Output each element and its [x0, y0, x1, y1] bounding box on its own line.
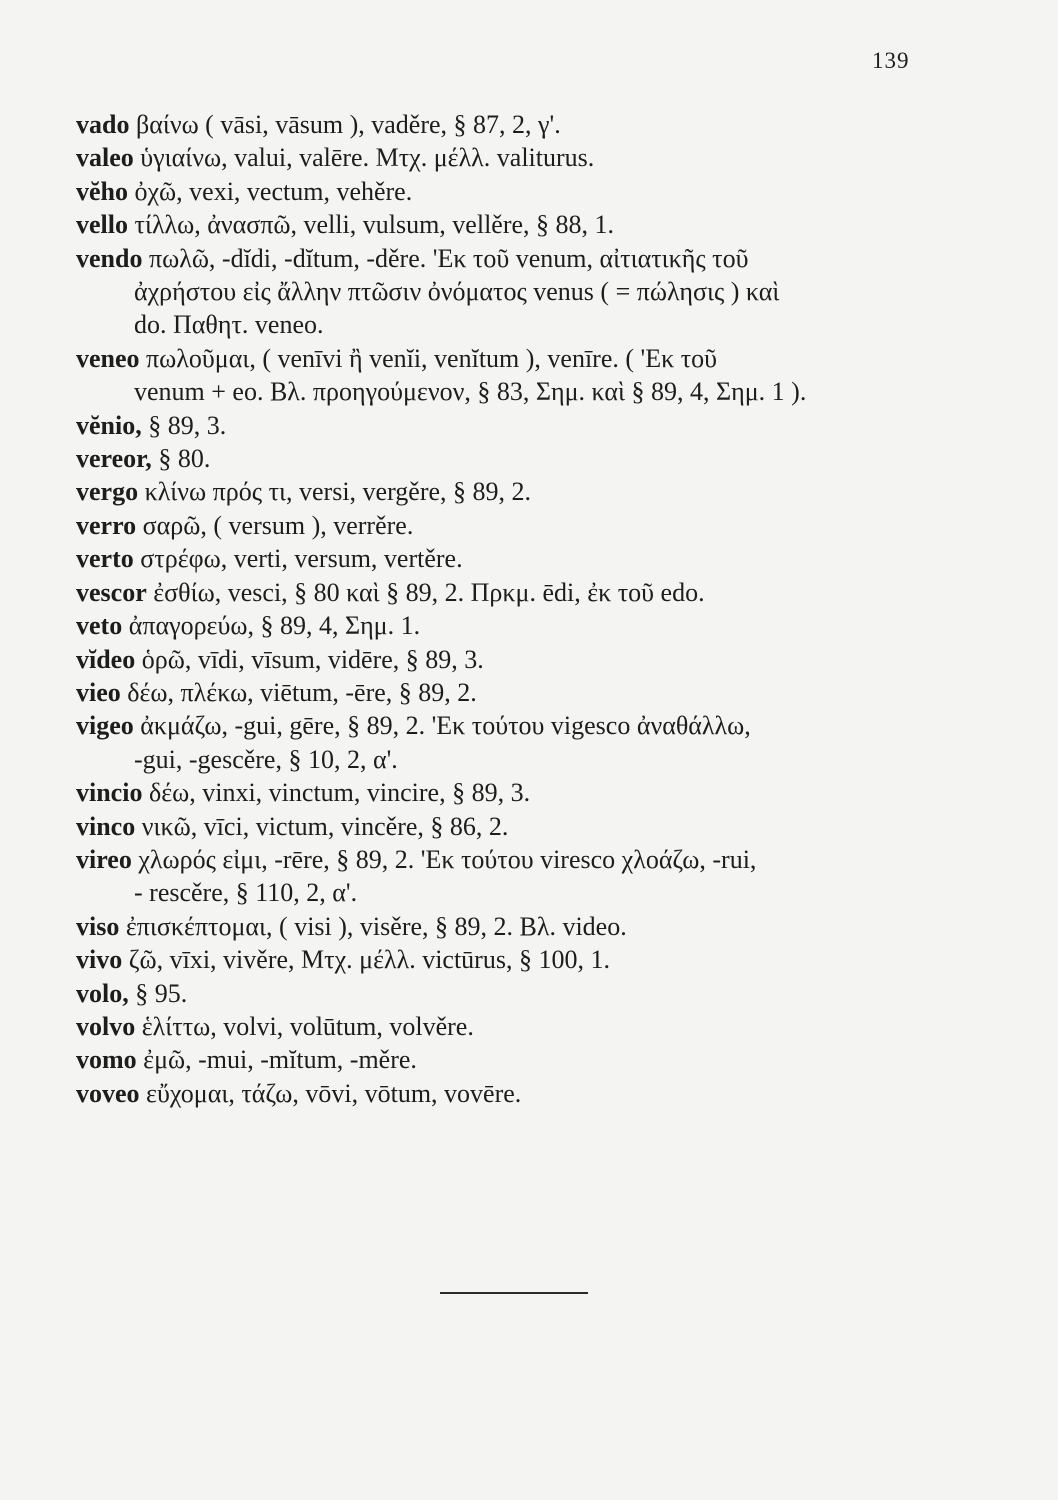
entry-headword: vĕnio,: [76, 410, 142, 440]
entry-text: δέω, πλέκω, viētum, -ēre, § 89, 2.: [127, 677, 477, 707]
entry-text: - rescěre, § 110, 2, α'.: [134, 878, 358, 908]
dictionary-entry: [76, 943, 936, 976]
end-rule: [440, 1292, 588, 1294]
dictionary-entry: [76, 1077, 936, 1110]
entry-headword: volo,: [76, 978, 129, 1008]
dictionary-entry: [76, 709, 936, 742]
dictionary-entry-continuation: [76, 275, 936, 308]
entry-text: § 95.: [135, 978, 188, 1008]
dictionary-entry-continuation: [76, 876, 936, 909]
entry-headword: viso: [76, 911, 120, 941]
entry-headword: vescor: [76, 577, 147, 607]
dictionary-entry: [76, 542, 936, 575]
entry-text: ζῶ, vīxi, vivěre, Μτχ. μέλλ. victūrus, § 100, 1.: [128, 945, 610, 975]
dictionary-entry: [76, 977, 936, 1010]
entry-headword: vado: [76, 110, 130, 139]
dictionary-entry: [76, 776, 936, 809]
entry-headword: vivo: [76, 945, 123, 975]
entry-headword: vincio: [76, 778, 143, 808]
entry-text: ἐσθίω, vesci, § 80 καὶ § 89, 2. Πρκμ. ēdi, ἐκ τοῦ edo.: [153, 577, 705, 607]
entry-text: τίλλω, ἀνασπῶ, velli, vulsum, vellěre, § 88, 1.: [134, 210, 615, 240]
entry-text: ἀπαγορεύω, § 89, 4, Σημ. 1.: [128, 611, 421, 641]
entry-headword: verro: [76, 510, 137, 540]
entry-headword: vigeo: [76, 711, 134, 741]
entry-text: χλωρός εἰμι, -rēre, § 89, 2. 'Εκ τούτου viresco χλοάζω, -rui,: [138, 844, 757, 874]
entry-headword: vomo: [76, 1045, 137, 1075]
dictionary-entry: [76, 509, 936, 542]
dictionary-entry: [76, 242, 936, 275]
dictionary-entry: [76, 409, 936, 442]
entry-text: νικῶ, vīci, victum, vincěre, § 86, 2.: [141, 811, 509, 841]
entry-headword: vello: [76, 210, 128, 240]
entry-text: ὑγιαίνω, valui, valēre. Μτχ. μέλλ. valiturus.: [140, 143, 595, 173]
entry-headword: vireo: [76, 844, 132, 874]
entry-text: venum + eo. Βλ. προηγούμενον, § 83, Σημ. καὶ § 89, 4, Σημ. 1 ).: [134, 377, 807, 407]
entry-text: δέω, vinxi, vinctum, vincire, § 89, 3.: [148, 778, 531, 808]
dictionary-entry: [76, 676, 936, 709]
entry-headword: veto: [76, 611, 123, 641]
entry-text: ἑλίττω, volvi, volūtum, volvěre.: [141, 1011, 474, 1041]
dictionary-entry: [76, 442, 936, 475]
entry-headword: vinco: [76, 811, 136, 841]
dictionary-entry: [76, 141, 936, 174]
dictionary-entry-continuation: [76, 375, 936, 408]
dictionary-entry: [76, 1010, 936, 1043]
entry-headword: valeo: [76, 143, 134, 173]
entry-text: ὁρῶ, vīdi, vīsum, vidēre, § 89, 3.: [141, 644, 484, 674]
entry-headword: vĭdeo: [76, 644, 136, 674]
entry-text: κλίνω πρός τι, versi, vergěre, § 89, 2.: [144, 477, 532, 507]
entry-text: εὔχομαι, τάζω, vōvi, vōtum, vovēre.: [146, 1078, 522, 1108]
entry-headword: vieo: [76, 677, 121, 707]
entry-headword: vĕho: [76, 176, 128, 206]
dictionary-entry: [76, 1043, 936, 1076]
entry-text: ἐμῶ, -mui, -mĭtum, -měre.: [143, 1045, 417, 1075]
entry-text: πωλῶ, -dĭdi, -dĭtum, -děre. 'Εκ τοῦ venum, αἰτιατικῆς τοῦ: [148, 243, 749, 273]
entry-text: § 80.: [158, 444, 211, 474]
entry-headword: vereor,: [76, 444, 152, 474]
dictionary-entry: [76, 342, 936, 375]
dictionary-entry: [76, 475, 936, 508]
entry-headword: voveo: [76, 1078, 140, 1108]
dictionary-entries: [76, 108, 936, 1110]
entry-text: ἀχρήστου εἰς ἄλλην πτῶσιν ὀνόματος venus ( = πώλησις ) καὶ: [134, 277, 780, 307]
entry-text: ἀκμάζω, -gui, gēre, § 89, 2. 'Εκ τούτου vigesco ἀναθάλλω,: [140, 711, 751, 741]
entry-headword: verto: [76, 544, 134, 574]
entry-text: ἐπισκέπτομαι, ( visi ), visěre, § 89, 2. Βλ. video.: [125, 911, 627, 941]
entry-text: -gui, -gescěre, § 10, 2, α'.: [134, 744, 398, 774]
dictionary-entry-continuation: [76, 743, 936, 776]
entry-text: § 89, 3.: [148, 410, 227, 440]
dictionary-entry: [76, 810, 936, 843]
entry-headword: volvo: [76, 1011, 136, 1041]
entry-text: ὀχῶ, vexi, vectum, vehěre.: [134, 176, 413, 206]
dictionary-entry: [76, 643, 936, 676]
entry-headword: vendo: [76, 243, 143, 273]
entry-text: στρέφω, verti, versum, vertěre.: [140, 544, 463, 574]
page-number: 139: [872, 48, 910, 73]
dictionary-entry: [76, 108, 936, 141]
dictionary-entry: [76, 175, 936, 208]
entry-headword: veneo: [76, 343, 140, 373]
dictionary-entry: [76, 910, 936, 943]
dictionary-entry: [76, 609, 936, 642]
entry-headword: vergo: [76, 477, 139, 507]
entry-text: πωλοῦμαι, ( venīvi ἢ venĭi, venĭtum ), venīre. ( 'Εκ τοῦ: [146, 343, 718, 373]
dictionary-entry: [76, 576, 936, 609]
entry-text: do. Παθητ. veneo.: [134, 310, 324, 340]
entry-text: σαρῶ, ( versum ), verrěre.: [142, 510, 414, 540]
dictionary-entry: [76, 843, 936, 876]
entry-text: βαίνω ( vāsi, vāsum ), vaděre, § 87, 2, γ'.: [135, 110, 561, 139]
dictionary-entry: [76, 208, 936, 241]
dictionary-entry-continuation: [76, 308, 936, 341]
